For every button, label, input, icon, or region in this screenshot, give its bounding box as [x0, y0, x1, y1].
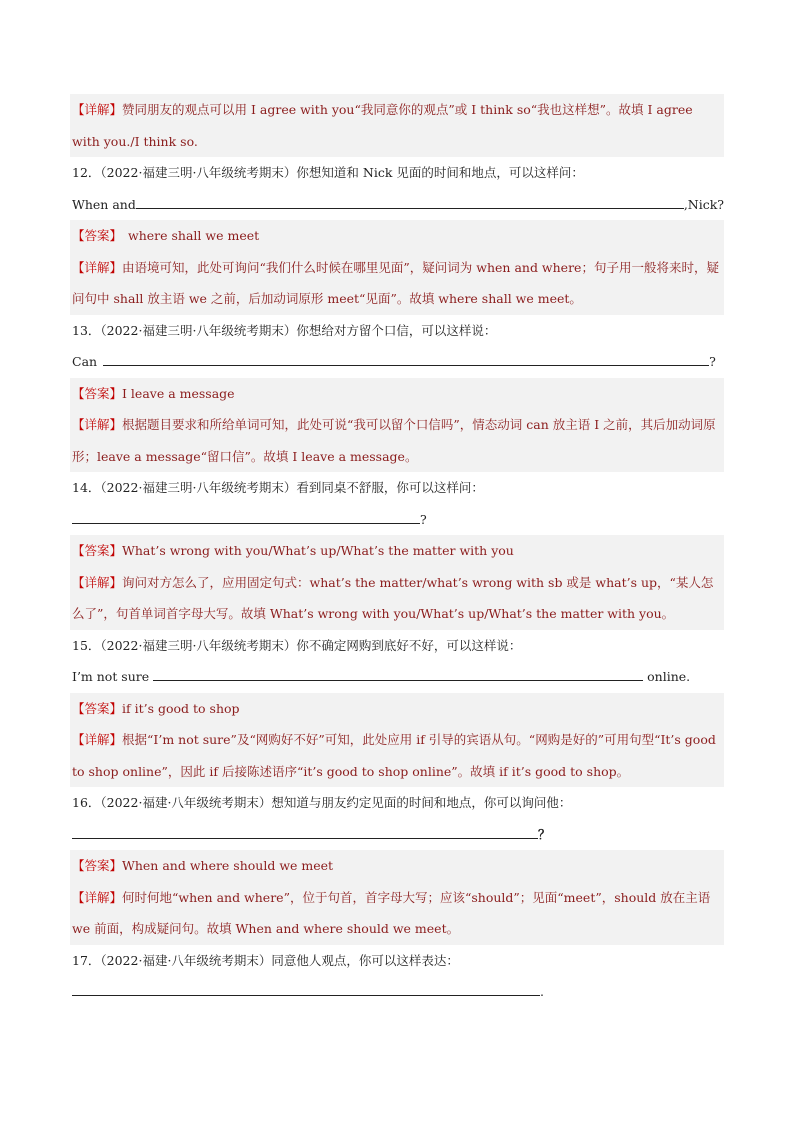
- blank-line-12: [72, 189, 724, 221]
- blank-line-17: [72, 976, 724, 1008]
- detail-label: 【详解】: [72, 732, 123, 747]
- blank-line-15: [72, 661, 724, 693]
- detail-text: 何时何地“when and where”，位于句首，首字母大写；应该“should”；见面“meet”，should 放在主语 we 前面，构成疑问句。故填 When and where should we meet。: [72, 889, 711, 936]
- answer-blank[interactable]: [72, 509, 420, 524]
- answer-label: 【答案】: [72, 543, 123, 558]
- answer-block-16: [70, 850, 724, 945]
- blank-prefix: Can: [72, 354, 98, 369]
- answer-blank[interactable]: [103, 351, 709, 366]
- question-17: 17．（2022·福建·八年级统考期末）同意他人观点，你可以这样表达：: [72, 952, 459, 968]
- blank-suffix: ?: [709, 354, 716, 369]
- blank-prefix: When and: [72, 196, 136, 212]
- blank-line-13: [72, 346, 724, 378]
- detail-label: 【详解】: [72, 417, 123, 432]
- detail-text: 询问对方怎么了，应用固定句式：what’s the matter/what’s wrong with sb 或是 what’s up，“某人怎么了”，句首单词首字母大写。故填 What’s wrong with you/What’s up/What’s the matter with you。: [72, 574, 714, 621]
- answer-block-12: [70, 220, 724, 315]
- question-12: 12．（2022·福建三明·八年级统考期末）你想知道和 Nick 见面的时间和地点，可以这样问：: [72, 165, 584, 180]
- detail-text: 根据题目要求和所给单词可知，此处可说“我可以留个口信吗”，情态动词 can 放主语 I 之前，其后加动词原形；leave a message“留口信”。故填 I leave a message。: [72, 417, 716, 464]
- detail-text: 赞同朋友的观点可以用 I agree with you“我同意你的观点”或 I think so“我也这样想”。故填 I agree with you./I think so.: [72, 102, 693, 149]
- blank-suffix: ?: [420, 511, 427, 527]
- answer-block-13: [70, 378, 724, 473]
- detail-block-11: [70, 94, 724, 157]
- document-page: [72, 94, 724, 1008]
- answer-text: where shall we meet: [128, 228, 260, 243]
- detail-label: 【详解】: [72, 574, 123, 590]
- answer-text: if it’s good to shop: [122, 700, 240, 716]
- answer-block-15: [70, 693, 724, 788]
- answer-blank[interactable]: [136, 194, 684, 209]
- detail-label: 【详解】: [72, 102, 123, 117]
- blank-prefix: I’m not sure: [72, 669, 150, 684]
- detail-label: 【详解】: [72, 889, 123, 905]
- answer-label: 【答案】: [72, 858, 123, 873]
- answer-blank[interactable]: [72, 981, 540, 996]
- blank-suffix: online.: [647, 669, 691, 684]
- answer-blank[interactable]: [153, 666, 643, 681]
- question-15: 15．（2022·福建三明·八年级统考期末）你不确定网购到底好不好，可以这样说：: [72, 637, 522, 653]
- answer-label: 【答案】: [72, 228, 123, 243]
- answer-text: What’s wrong with you/What’s up/What’s the matter with you: [122, 543, 514, 558]
- answer-text: When and where should we meet: [122, 858, 334, 873]
- answer-block-14: [70, 535, 724, 630]
- blank-suffix: .: [540, 984, 544, 999]
- blank-suffix: ,Nick?: [683, 196, 725, 212]
- question-14: 14．（2022·福建三明·八年级统考期末）看到同桌不舒服，你可以这样问：: [72, 480, 484, 495]
- answer-label: 【答案】: [72, 385, 123, 401]
- question-16: 16．（2022·福建·八年级统考期末）想知道与朋友约定见面的时间和地点，你可以询问他：: [72, 795, 572, 810]
- answer-blank[interactable]: [72, 824, 538, 839]
- blank-line-14: [72, 504, 724, 536]
- answer-label: 【答案】: [72, 700, 123, 716]
- question-13: 13．（2022·福建三明·八年级统考期末）你想给对方留个口信，可以这样说：: [72, 322, 497, 338]
- detail-label: 【详解】: [72, 259, 123, 275]
- answer-text: I leave a message: [122, 385, 235, 401]
- detail-text: 根据“I’m not sure”及“网购好不好”可知，此处应用 if 引导的宾语从句。“网购是好的”可用句型“It’s good to shop online”，因此 if 后接陈述语序“it’s good to shop online”。故填 if it’s good to shop。: [72, 732, 716, 779]
- blank-suffix: ？: [538, 826, 551, 842]
- detail-text: 由语境可知，此处可询问“我们什么时候在哪里见面”，疑问词为 when and where；句子用一般将来时，疑问句中 shall 放主语 we 之前，后加动词原形 meet“见面”。故填 where shall we meet。: [72, 259, 719, 306]
- blank-line-16: [72, 819, 724, 851]
